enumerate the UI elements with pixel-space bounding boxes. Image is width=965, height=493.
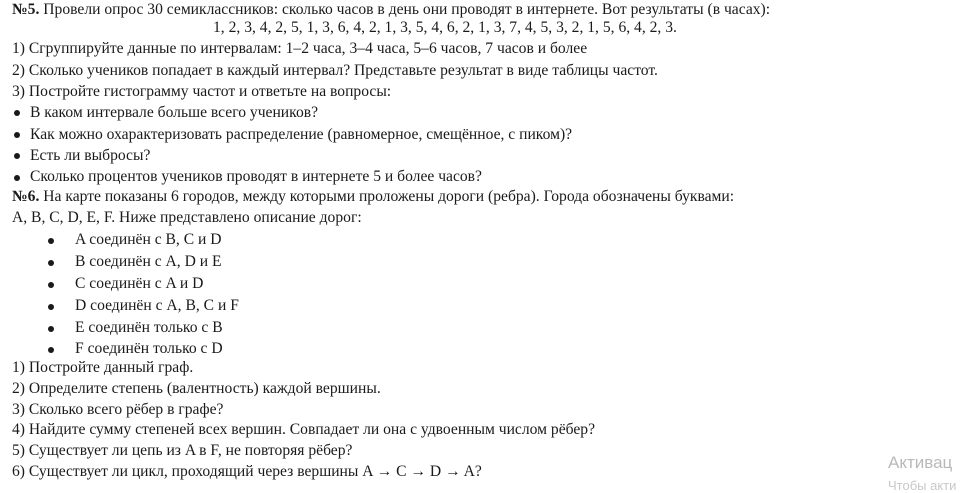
task6-road-2: B соединён с A, D и E — [75, 253, 222, 270]
task6-intro-cont: A, B, C, D, E, F. Ниже представлено описание дорог: — [12, 209, 362, 226]
task5-data-line: 1, 2, 3, 4, 2, 5, 1, 3, 6, 4, 2, 1, 3, 5, 4, 6, 2, 1, 3, 7, 4, 5, 3, 2, 1, 5, 6, 4, 2, 3. — [213, 19, 677, 36]
task6-step-1: 1) Постройте данный граф. — [12, 359, 194, 376]
task5-step-3: 3) Постройте гистограмму частот и ответьте на вопросы: — [12, 83, 392, 100]
task6-heading — [12, 186, 734, 207]
activation-watermark: Активац — [888, 453, 953, 472]
activation-watermark-sub: Чтобы акти — [888, 478, 957, 493]
task5-step-1: 1) Сгруппируйте данные по интервалам: 1–2 часа, 3–4 часа, 5–6 часов, 7 часов и более — [12, 40, 588, 57]
bullet-icon — [14, 153, 20, 159]
bullet-icon — [14, 132, 20, 138]
task6-road-6: F соединён только с D — [75, 340, 223, 357]
bullet-icon — [48, 326, 54, 332]
task6-step-6: 6) Существует ли цикл, проходящий через вершины A → C → D → A? — [12, 463, 482, 480]
task6-step-2: 2) Определите степень (валентность) каждой вершины. — [12, 380, 381, 397]
bullet-icon — [48, 304, 54, 310]
task5-question-2: Как можно охарактеризовать распределение (равномерное, смещённое, с пиком)? — [30, 126, 573, 143]
bullet-icon — [48, 347, 54, 353]
task5-step-2: 2) Сколько учеников попадает в каждый интервал? Представьте результат в виде таблицы частот. — [12, 62, 658, 79]
task6-step-3: 3) Сколько всего рёбер в графе? — [12, 401, 224, 418]
bullet-icon — [14, 110, 20, 116]
task6-road-4: D соединён с A, B, C и F — [75, 297, 239, 314]
task5-question-3: Есть ли выбросы? — [30, 147, 151, 164]
bullet-icon — [48, 238, 54, 244]
task6-road-1: A соединён с B, C и D — [75, 231, 222, 248]
bullet-icon — [48, 282, 54, 288]
task6-road-3: C соединён с A и D — [75, 275, 204, 292]
task5-question-4: Сколько процентов учеников проводят в интернете 5 и более часов? — [30, 168, 482, 185]
bullet-icon — [48, 260, 54, 266]
task5-number: №5. — [12, 1, 40, 18]
bullet-icon — [14, 175, 20, 181]
task6-step-4: 4) Найдите сумму степеней всех вершин. Совпадает ли она с удвоенным числом рёбер? — [12, 421, 595, 438]
task6-step-5: 5) Существует ли цепь из A в F, не повторяя рёбер? — [12, 442, 353, 459]
task6-intro: На карте показаны 6 городов, между которыми проложены дороги (ребра). Города обозначены буквами: — [39, 188, 735, 205]
task6-road-5: E соединён только с B — [75, 319, 223, 336]
task5-question-1: В каком интервале больше всего учеников? — [30, 104, 319, 121]
task6-number: №6. — [12, 188, 40, 205]
task5-intro: Провели опрос 30 семиклассников: сколько часов в день они проводят в интернете. Вот результаты (в часах): — [39, 1, 771, 18]
